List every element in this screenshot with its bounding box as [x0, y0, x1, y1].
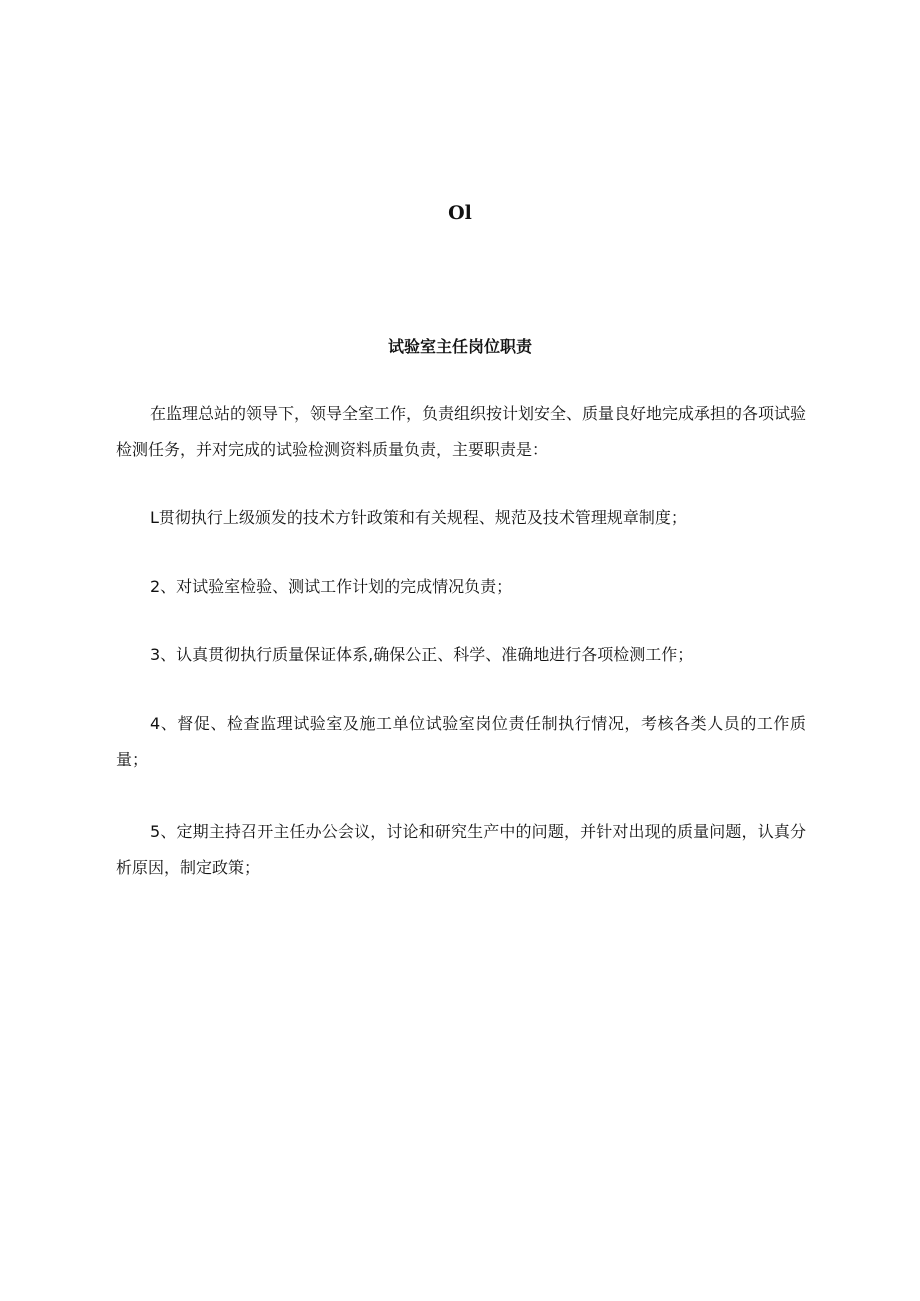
duty-item-2: 2、对试验室检验、测试工作计划的完成情况负责；	[150, 577, 513, 596]
duty-item-5: 5、定期主持召开主任办公会议，讨论和研究生产中的问题，并针对出现的质量问题，认真分析原因，制定政策；	[116, 822, 806, 877]
page-title: 试验室主任岗位职责	[387, 337, 532, 356]
intro-paragraph: 在监理总站的领导下，领导全室工作，负责组织按计划安全、质量良好地完成承担的各项试验检测任务，并对完成的试验检测资料质量负责，主要职责是：	[116, 404, 807, 459]
duty-item-1: L贯彻执行上级颁发的技术方针政策和有关规程、规范及技术管理规章制度；	[150, 508, 687, 527]
duty-item-3: 3、认真贯彻执行质量保证体系,确保公正、科学、准确地进行各项检测工作；	[150, 645, 694, 664]
heading-mark: Ol	[448, 202, 472, 224]
duty-item-4: 4、督促、检查监理试验室及施工单位试验室岗位责任制执行情况，考核各类人员的工作质量；	[116, 714, 806, 769]
